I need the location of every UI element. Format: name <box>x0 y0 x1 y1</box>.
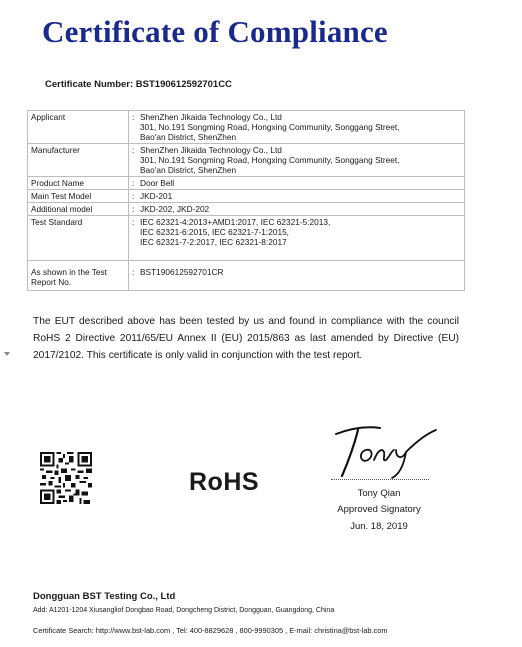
row-colon: : <box>129 111 138 144</box>
row-label: Applicant <box>28 111 129 144</box>
row-colon: : <box>129 144 138 177</box>
table-row <box>28 144 465 177</box>
table-row <box>28 111 465 144</box>
row-value: IEC 62321-4:2013+AMD1:2017, IEC 62321-5:2013, IEC 62321-6:2015, IEC 62321-7-1:2015, IEC 62321-7-2:2017, IEC 62321-8:2017 <box>137 216 465 261</box>
signatory-role: Approved Signatory <box>337 504 421 515</box>
compliance-statement: The EUT described above has been tested by us and found in compliance with the council RoHS 2 Directive 2011/65/EU Annex II (EU) 2015/863 as last amended by Directive (EU) 2017/2102. This certificate is only valid in conjunction with the test report. <box>33 316 459 361</box>
certificate-title: Certificate of Compliance <box>42 14 388 49</box>
row-value: Door Bell <box>137 177 465 190</box>
row-colon: : <box>129 177 138 190</box>
row-value: JKD-202, JKD-202 <box>137 203 465 216</box>
row-value: BST190612592701CR <box>137 261 465 291</box>
row-colon: : <box>129 216 138 261</box>
qr-code-icon <box>40 452 92 504</box>
rohs-logo: RoHS <box>189 468 260 496</box>
table-row <box>28 216 465 261</box>
row-label: Test Standard <box>28 216 129 261</box>
row-colon: : <box>129 261 138 291</box>
row-label: Product Name <box>28 177 129 190</box>
table-row <box>28 261 465 291</box>
table-row <box>28 203 465 216</box>
row-label: Main Test Model <box>28 190 129 203</box>
row-colon: : <box>129 203 138 216</box>
certificate-details-table <box>27 110 465 291</box>
company-address: Add: A1201-1204 Xiusangliof Dongbao Road, Dongcheng District, Dongguan, Guangdong, China <box>33 607 335 614</box>
row-value: ShenZhen Jikaida Technology Co., Ltd 301, No.191 Songming Road, Hongxing Community, Songgang Street, Bao'an District, ShenZhen <box>137 144 465 177</box>
signature-date: Jun. 18, 2019 <box>350 521 408 532</box>
row-label: Additional model <box>28 203 129 216</box>
certificate-number: Certificate Number: BST190612592701CC <box>45 79 232 90</box>
company-name: Dongguan BST Testing Co., Ltd <box>33 591 176 602</box>
table-row <box>28 190 465 203</box>
row-value: ShenZhen Jikaida Technology Co., Ltd 301, No.191 Songming Road, Hongxing Community, Songgang Street, Bao'an District, ShenZhen <box>137 111 465 144</box>
row-value: JKD-201 <box>137 190 465 203</box>
table-row <box>28 177 465 190</box>
row-colon: : <box>129 190 138 203</box>
certificate-search: Certificate Search: http://www.bst-lab.com , Tel: 400-8829628 , 800-9990305 , E-mail: christina@bst-lab.com <box>33 626 388 635</box>
row-label: As shown in the Test Report No. <box>28 261 129 291</box>
margin-marker-icon <box>4 352 10 356</box>
signatory-name: Tony Qian <box>357 488 401 499</box>
signature-line <box>331 479 429 480</box>
row-label: Manufacturer <box>28 144 129 177</box>
signature-mark <box>330 420 440 480</box>
